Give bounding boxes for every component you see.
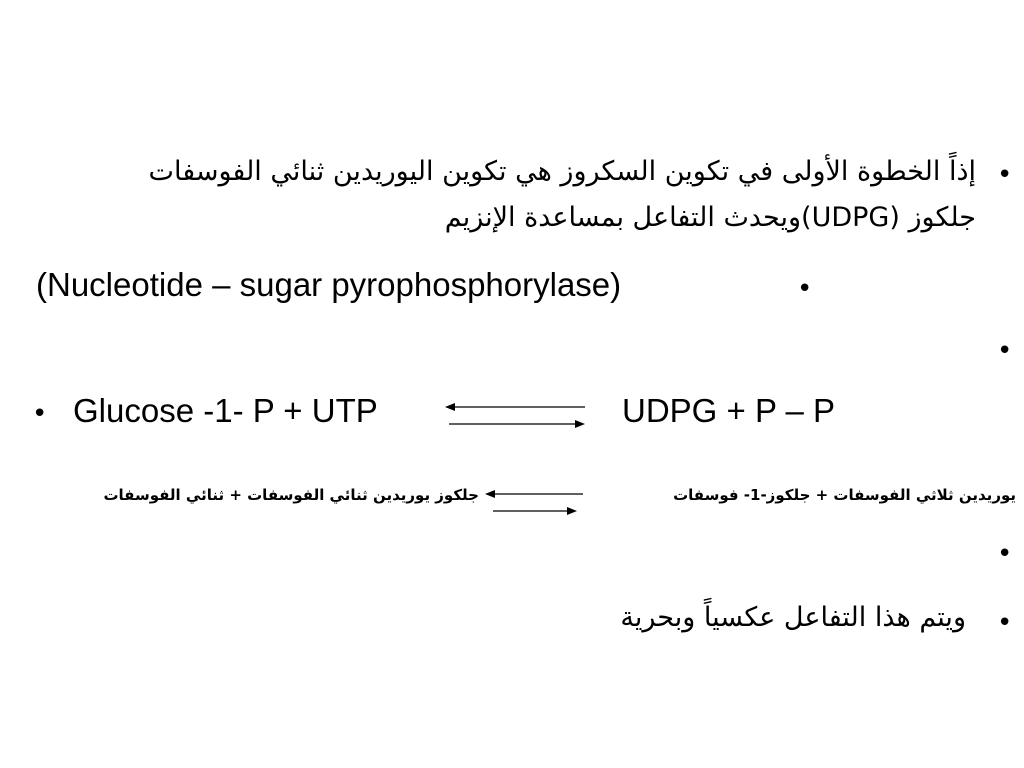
- enzyme-name: (Nucleotide – sugar pyrophosphorylase): [36, 266, 622, 303]
- conclusion-text: ويتم هذا التفاعل عكسياً وبحرية: [620, 602, 966, 633]
- bullet-3: •: [997, 336, 1013, 366]
- bullet-6: •: [997, 608, 1013, 638]
- equation-ar-reactants: يوريدين ثلاثي الفوسفات + جلكوز-1- فوسفات: [673, 486, 1016, 504]
- paragraph-line-2: جلكوز (UDPG)ويحدث التفاعل بمساعدة الإنزيم: [444, 202, 976, 233]
- equation-en-reactants: Glucose -1- P + UTP: [73, 392, 378, 429]
- bullet-5: •: [997, 539, 1013, 569]
- equilibrium-arrows-ar-icon: [485, 486, 585, 516]
- bullet-4: •: [32, 399, 48, 429]
- equation-ar-products: جلكوز يوريدين ثنائي الفوسفات + ثنائي الفوسفات: [103, 486, 479, 504]
- equation-en-products: UDPG + P – P: [622, 392, 836, 429]
- bullet-2: •: [797, 274, 813, 304]
- equilibrium-arrows-icon: [445, 398, 595, 432]
- paragraph-line-1: إذاً الخطوة الأولى في تكوين السكروز هي تكوين اليوريدين ثنائي الفوسفات: [148, 156, 976, 187]
- bullet-1: •: [997, 160, 1013, 190]
